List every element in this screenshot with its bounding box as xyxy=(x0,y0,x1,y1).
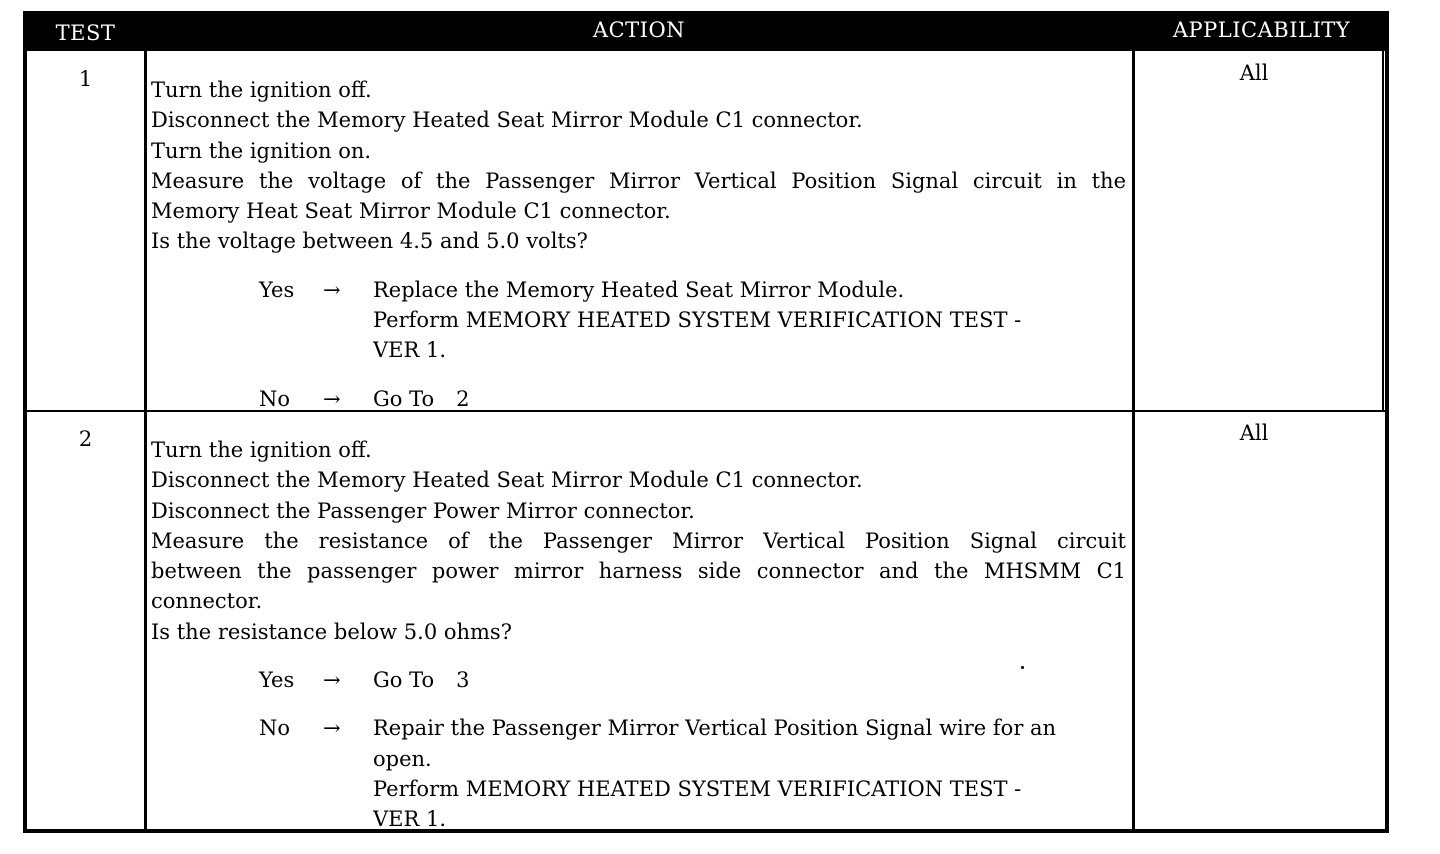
result-line: VER 1. xyxy=(373,807,447,832)
step-line: Disconnect the Passenger Power Mirror connector. xyxy=(151,498,695,523)
result-line: VER 1. xyxy=(373,338,447,363)
goto-number: 3 xyxy=(456,668,470,693)
result-line: Replace the Memory Heated Seat Mirror Module. xyxy=(373,277,905,302)
result-line: open. xyxy=(373,746,432,771)
branch-result xyxy=(373,713,1126,834)
header-action: ACTION xyxy=(592,18,686,42)
arrow-icon: → xyxy=(323,386,341,411)
step-line: between the passenger power mirror harness side connector and the MHSMM C1 xyxy=(151,559,1126,584)
goto-line xyxy=(373,384,1126,414)
step-line: Disconnect the Memory Heated Seat Mirror Module C1 connector. xyxy=(151,468,863,493)
no-branch xyxy=(151,713,1126,834)
answer-label: Yes xyxy=(259,668,295,693)
answer-label: No xyxy=(259,386,291,411)
branch-result xyxy=(373,384,1126,414)
answer-label: Yes xyxy=(259,277,295,302)
goto-text: Go To xyxy=(373,386,435,411)
table-row xyxy=(27,413,1385,833)
header-applicability: APPLICABILITY xyxy=(1172,18,1351,42)
arrow-icon: → xyxy=(323,716,341,741)
goto-text: Go To xyxy=(373,668,435,693)
table-row xyxy=(27,53,1385,410)
step-line: Is the resistance below 5.0 ohms? xyxy=(151,619,512,644)
step-line: connector. xyxy=(151,589,263,614)
step-line: Measure the voltage of the Passenger Mirror Vertical Position Signal circuit in the xyxy=(151,168,1126,193)
result-line: Perform MEMORY HEATED SYSTEM VERIFICATION TEST - xyxy=(373,776,1022,801)
applicability-cell: All xyxy=(1239,61,1269,85)
applicability-cell: All xyxy=(1239,421,1269,445)
test-number: 2 xyxy=(78,427,93,451)
result-line: Perform MEMORY HEATED SYSTEM VERIFICATION TEST - xyxy=(373,308,1022,333)
goto-line xyxy=(373,665,1126,695)
no-branch xyxy=(151,384,1126,414)
result-line: Repair the Passenger Mirror Vertical Position Signal wire for an xyxy=(373,716,1057,741)
step-line: Turn the ignition off. xyxy=(151,78,372,102)
action-cell xyxy=(151,435,1126,835)
yes-branch xyxy=(151,665,1126,695)
step-line: Turn the ignition off. xyxy=(151,438,372,462)
answer-label: No xyxy=(259,716,291,741)
step-line: Disconnect the Memory Heated Seat Mirror Module C1 connector. xyxy=(151,108,863,133)
header-test: TEST xyxy=(55,21,116,45)
branch-result xyxy=(373,665,1126,695)
table-header xyxy=(27,15,1385,51)
arrow-icon: → xyxy=(323,668,341,693)
step-line: Memory Heat Seat Mirror Module C1 connector. xyxy=(151,199,671,224)
test-number: 1 xyxy=(78,67,93,91)
branch-result xyxy=(373,275,1126,366)
diagnostic-test-table xyxy=(23,11,1389,833)
yes-branch xyxy=(151,275,1126,366)
step-line: Turn the ignition on. xyxy=(151,138,372,163)
goto-number: 2 xyxy=(456,386,470,411)
step-line: Is the voltage between 4.5 and 5.0 volts? xyxy=(151,229,588,254)
step-line: Measure the resistance of the Passenger Mirror Vertical Position Signal circuit xyxy=(151,528,1126,553)
arrow-icon: → xyxy=(323,277,341,302)
action-cell xyxy=(151,75,1126,414)
scan-speck xyxy=(1021,666,1024,669)
